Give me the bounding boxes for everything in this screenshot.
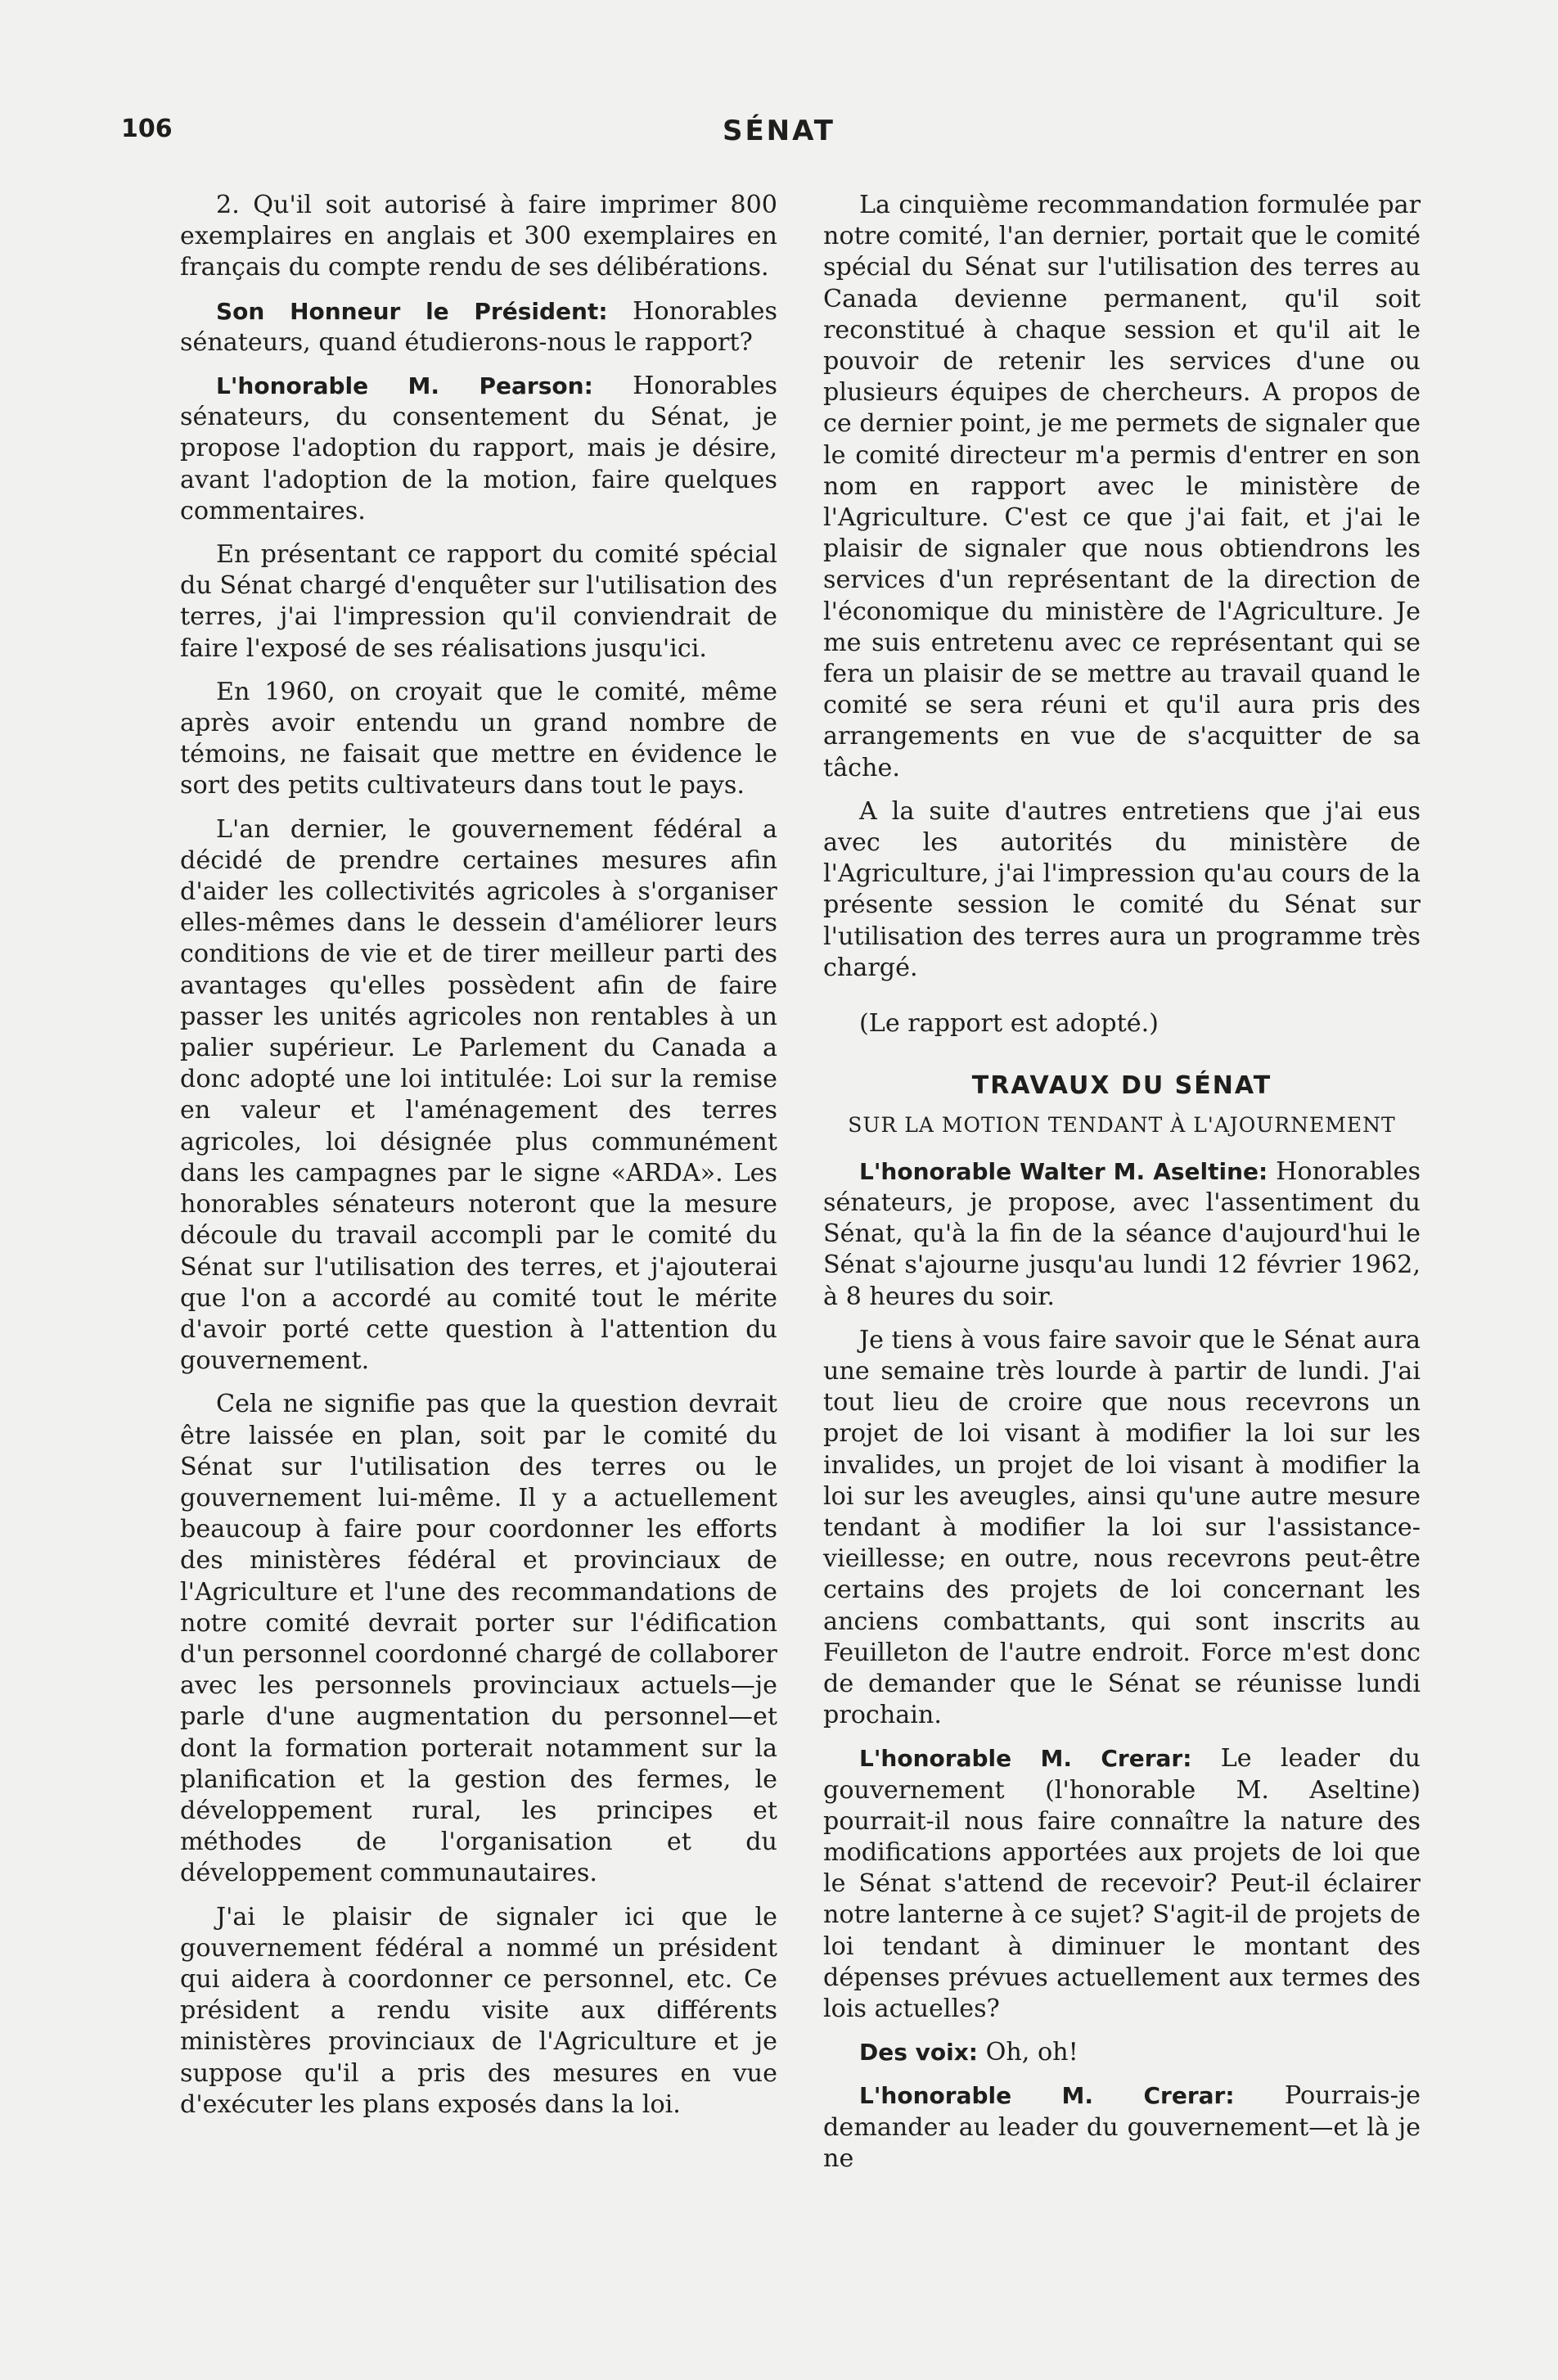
paragraph-text: L'an dernier, le gouvernement fédéral a décidé de prendre certaines mesures afin d'aider les collectivités agricoles à s'organiser elles-mêmes dans le dessein d'améliorer leurs conditions de vie et de tirer meilleur parti des avantages qu'elles possèdent afin de faire passer les unités agricoles non rentables à un palier supérieur. Le Parlement du Canada a donc adopté une loi intitulée: Loi sur la remise en valeur et l'aménagement des terres agricoles, loi désignée plus communément dans les campagnes par le signe «ARDA». Les honorables sénateurs noteront que la mesure découle du travail accompli par le comité du Sénat sur l'utilisation des terres, et j'ajouterai que l'on a accordé au comité tout le mérite d'avoir porté cette question à l'attention du gouvernement. xyxy=(180,814,777,1376)
section-title: TRAVAUX DU SÉNAT xyxy=(971,1071,1272,1101)
paragraph-text: En présentant ce rapport du comité spécial du Sénat chargé d'enquêter sur l'utilisation des terres, j'ai l'impression qu'il conviendrait de faire l'exposé de ses réalisations jusqu'ici. xyxy=(180,540,777,663)
adoption-note: (Le rapport est adopté.) xyxy=(859,1009,1159,1039)
paragraph-text: A la suite d'autres entretiens que j'ai eus avec les autorités du ministère de l'Agriculture, j'ai l'impression qu'au cours de la présente session le comité du Sénat sur l'utilisation des terres aura un programme très chargé. xyxy=(823,796,1421,982)
page-number: 106 xyxy=(121,115,173,143)
paragraph-text: Pourrais-je demander au leader du gouvernement—et là je ne xyxy=(823,2081,1421,2173)
paragraph xyxy=(823,1325,1421,1732)
speech-paragraph xyxy=(823,1743,1421,2025)
right-paragraph-list-after xyxy=(823,1156,1421,2175)
paragraph xyxy=(180,677,777,802)
paragraph xyxy=(823,796,1421,984)
paragraph-text: Honorables sénateurs, du consentement du Sénat, je propose l'adoption du rapport, mais je désire, avant l'adoption de la motion, faire quelques commentaires. xyxy=(180,372,777,525)
left-column xyxy=(180,190,777,2133)
page-header-title: SÉNAT xyxy=(722,115,836,147)
left-paragraph-list xyxy=(180,190,777,2121)
speaker-name: L'honorable Walter M. Aseltine: xyxy=(859,1157,1268,1185)
right-paragraph-list-before xyxy=(823,190,1421,984)
paragraph-text: Je tiens à vous faire savoir que le Sénat aura une semaine très lourde à partir de lundi. J'ai tout lieu de croire que nous recevrons un projet de loi visant à modifier la loi sur les invalides, un projet de loi visant à modifier la loi sur les aveugles, ainsi qu'une autre mesure tendant à modifier la loi sur l'assistance-vieillesse; en outre, nous recevrons peut-être certains des projets de loi concernant les anciens combattants, qui sont inscrits au Feuilleton de l'autre endroit. Force m'est donc de demander que le Sénat se réunisse lundi prochain. xyxy=(823,1325,1421,1730)
paragraph-text: Oh, oh! xyxy=(985,2038,1078,2067)
speech-paragraph xyxy=(823,1156,1421,1313)
paragraph xyxy=(180,190,777,284)
paragraph xyxy=(823,190,1421,784)
paragraph xyxy=(180,1389,777,1889)
paragraph-text: En 1960, on croyait que le comité, même après avoir entendu un grand nombre de témoins, ne faisait que mettre en évidence le sort des petits cultivateurs dans tout le pays. xyxy=(180,677,777,800)
speech-paragraph xyxy=(180,371,777,527)
speaker-name: L'honorable M. Pearson: xyxy=(216,372,593,400)
paragraph xyxy=(180,814,777,1377)
paragraph-text: Honorables sénateurs, je propose, avec l'assentiment du Sénat, qu'à la fin de la séance d'aujourd'hui le Sénat s'ajourne jusqu'au lundi 12 février 1962, à 8 heures du soir. xyxy=(823,1156,1421,1311)
speaker-name: Des voix: xyxy=(859,2039,978,2067)
paragraph xyxy=(180,1902,777,2121)
paragraph-text: Honorables sénateurs, quand étudierons-nous le rapport? xyxy=(180,296,777,357)
paragraph-text: Cela ne signifie pas que la question devrait être laissée en plan, soit par le comité du Sénat sur l'utilisation des terres ou le gouvernement lui-même. Il y a actuellement beaucoup à faire pour coordonner les efforts des ministères fédéral et provinciaux de l'Agriculture et l'une des recommandations de notre comité devrait porter sur l'édification d'un personnel coordonné chargé de collaborer avec les personnels provinciaux actuels—je parle d'une augmentation du personnel—et dont la formation porterait notamment sur la planification et la gestion des fermes, le développement rural, les principes et méthodes de l'organisation et du développement communautaires. xyxy=(180,1390,777,1888)
paragraph-text: Le leader du gouvernement (l'honorable M. Aseltine) pourrait-il nous faire connaître la nature des modifications apportées aux projets de loi que le Sénat s'attend de recevoir? Peut-il éclairer notre lanterne à ce sujet? S'agit-il de projets de loi tendant à diminuer le montant des dépenses prévues actuellement aux termes des lois actuelles? xyxy=(823,1744,1421,2023)
speaker-name: L'honorable M. Crerar: xyxy=(859,2082,1235,2110)
paragraph-text: La cinquième recommandation formulée par notre comité, l'an dernier, portait que le comité spécial du Sénat sur l'utilisation des terres au Canada devienne permanent, qu'il soit reconstitué à chaque session et qu'il ait le pouvoir de retenir les services d'une ou plusieurs équipes de chercheurs. A propos de ce dernier point, je me permets de signaler que le comité directeur m'a permis d'entrer en son nom en rapport avec le ministère de l'Agriculture. C'est ce que j'ai fait, et j'ai le plaisir de signaler que nous obtiendrons les services d'un représentant de la direction de l'économique du ministère de l'Agriculture. Je me suis entretenu avec ce représentant qui se fera un plaisir de se mettre au travail quand le comité se sera réuni et qu'il aura pris des arrangements en vue de s'acquitter de sa tâche. xyxy=(823,191,1421,782)
paragraph-text: 2. Qu'il soit autorisé à faire imprimer 800 exemplaires en anglais et 300 exemplaires en français du compte rendu de ses délibérations. xyxy=(180,191,777,282)
subsection-title: SUR LA MOTION TENDANT À L'AJOURNEMENT xyxy=(848,1113,1396,1138)
speech-paragraph xyxy=(823,2080,1421,2175)
paragraph xyxy=(180,539,777,665)
speaker-name: L'honorable M. Crerar: xyxy=(859,1745,1192,1773)
speech-paragraph xyxy=(180,296,777,358)
speaker-name: Son Honneur le Président: xyxy=(216,297,608,325)
paragraph-text: J'ai le plaisir de signaler ici que le gouvernement fédéral a nommé un président qui aidera à coordonner ce personnel, etc. Ce président a rendu visite aux différents ministères provinciaux de l'Agriculture et je suppose qu'il a pris des mesures en vue d'exécuter les plans exposés dans la loi. xyxy=(180,1902,777,2119)
right-column xyxy=(823,190,1421,2187)
speech-paragraph xyxy=(823,2037,1421,2068)
